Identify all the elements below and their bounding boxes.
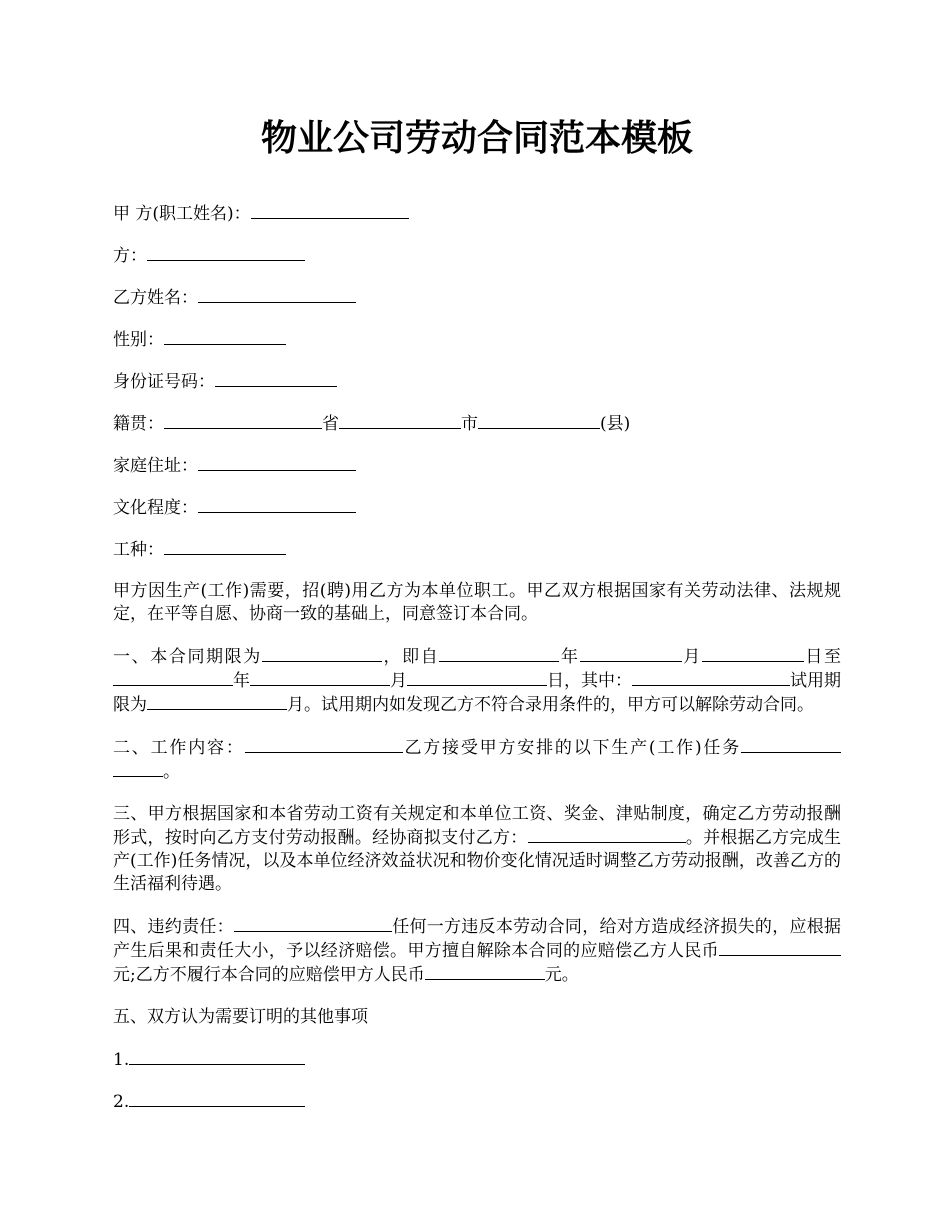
fill-blank[interactable] bbox=[439, 645, 559, 662]
clause-text: 。 bbox=[163, 762, 180, 782]
clause-text: 一、本合同期限为 bbox=[113, 647, 262, 667]
province-label: 省 bbox=[322, 414, 339, 434]
fill-blank[interactable] bbox=[113, 669, 233, 686]
list-item bbox=[113, 1090, 841, 1113]
clause-text: 月 bbox=[390, 671, 407, 691]
fill-blank[interactable] bbox=[198, 454, 356, 471]
fill-blank[interactable] bbox=[632, 669, 790, 686]
field-label: 甲 方(职工姓名)： bbox=[113, 204, 251, 224]
item-number: 2. bbox=[113, 1092, 130, 1112]
clause-text: 任何一方违反本劳动合同，给对方造成经济损失的，应根据产生后果和责任大小，予以经济赔偿。甲方擅自解除本合同的应赔偿乙方人民币 bbox=[113, 917, 842, 961]
clause-text: ，即自 bbox=[381, 647, 440, 667]
clause-text: 元。 bbox=[544, 965, 579, 985]
field-education bbox=[113, 496, 841, 519]
fill-blank[interactable] bbox=[741, 736, 841, 753]
clause-text: 三、甲方根据国家和本省劳动工资有关规定和本单位工资、奖金、津贴制度，确定乙方劳动报酬形式，按时向乙方支付劳动报酬。经协商拟支付乙方： bbox=[113, 804, 841, 848]
fill-blank[interactable] bbox=[425, 963, 545, 980]
clause-text: 年 bbox=[233, 671, 250, 691]
clause-2 bbox=[113, 736, 841, 784]
fill-blank[interactable] bbox=[702, 645, 804, 662]
field-label: 籍贯： bbox=[113, 414, 164, 434]
field-gender bbox=[113, 328, 841, 351]
fill-blank[interactable] bbox=[262, 645, 382, 662]
county-label: (县) bbox=[600, 414, 631, 434]
clause-5: 五、双方认为需要订明的其他事项 bbox=[113, 1007, 368, 1027]
field-label: 家庭住址： bbox=[113, 456, 198, 476]
field-label: 文化程度： bbox=[113, 498, 198, 518]
fill-blank[interactable] bbox=[215, 370, 337, 387]
clause-text: 日至 bbox=[803, 647, 842, 667]
fill-blank[interactable] bbox=[580, 645, 682, 662]
intro-paragraph: 甲方因生产(工作)需要，招(聘)用乙方为本单位职工。甲乙双方根据国家有关劳动法律、法规规定，在平等自愿、协商一致的基础上，同意签订本合同。 bbox=[113, 581, 841, 624]
contract-page bbox=[113, 108, 841, 1132]
fill-blank[interactable] bbox=[164, 328, 286, 345]
fill-blank[interactable] bbox=[164, 412, 322, 429]
fill-blank[interactable] bbox=[198, 496, 356, 513]
fill-blank[interactable] bbox=[164, 538, 286, 555]
fill-blank[interactable] bbox=[478, 412, 600, 429]
clause-text: 年 bbox=[559, 647, 580, 667]
document-title: 物业公司劳动合同范本模板 bbox=[260, 117, 693, 159]
fill-blank[interactable] bbox=[528, 826, 686, 843]
field-party-b-name bbox=[113, 286, 841, 309]
list-item bbox=[113, 1048, 841, 1071]
field-label: 性别： bbox=[113, 330, 164, 350]
fill-blank[interactable] bbox=[407, 669, 547, 686]
fill-blank[interactable] bbox=[147, 244, 305, 261]
fill-blank[interactable] bbox=[234, 915, 392, 932]
clause-1 bbox=[113, 645, 841, 717]
clause-text: 日，其中： bbox=[547, 671, 632, 691]
field-label: 方： bbox=[113, 246, 147, 266]
fill-blank[interactable] bbox=[250, 669, 390, 686]
field-party-a-cont bbox=[113, 244, 841, 267]
fill-blank[interactable] bbox=[719, 939, 739, 956]
item-number: 1. bbox=[113, 1050, 130, 1070]
field-job-type bbox=[113, 538, 841, 561]
fill-blank[interactable] bbox=[129, 1048, 305, 1065]
clause-text: 四、违约责任： bbox=[113, 917, 234, 937]
fill-blank[interactable] bbox=[113, 760, 163, 777]
field-native-place bbox=[113, 412, 841, 435]
field-home-address bbox=[113, 454, 841, 477]
field-label: 工种： bbox=[113, 540, 164, 560]
city-label: 市 bbox=[461, 414, 478, 434]
clause-4 bbox=[113, 915, 841, 987]
clause-text: 二、工作内容： bbox=[113, 738, 245, 758]
field-id-number bbox=[113, 370, 841, 393]
fill-blank[interactable] bbox=[129, 1090, 305, 1107]
fill-blank[interactable] bbox=[739, 939, 841, 956]
clause-text: 试用期限为 bbox=[113, 671, 841, 715]
clause-text: 月 bbox=[681, 647, 702, 667]
clause-text: 。并根据乙方完成生产(工作)任务情况，以及本单位经济效益状况和物价变化情况适时调整乙方劳动报酬，改善乙方的生活福利待遇。 bbox=[113, 828, 842, 894]
fill-blank[interactable] bbox=[198, 286, 356, 303]
field-label: 身份证号码： bbox=[113, 372, 215, 392]
fill-blank[interactable] bbox=[251, 202, 409, 219]
clause-text: 元;乙方不履行本合同的应赔偿甲方人民币 bbox=[113, 965, 425, 985]
field-party-a bbox=[113, 202, 841, 225]
fill-blank[interactable] bbox=[339, 412, 461, 429]
fill-blank[interactable] bbox=[245, 736, 403, 753]
clause-text: 月。试用期内如发现乙方不符合录用条件的，甲方可以解除劳动合同。 bbox=[287, 695, 814, 715]
clause-text: 乙方接受甲方安排的以下生产(工作)任务 bbox=[402, 738, 742, 758]
field-label: 乙方姓名： bbox=[113, 288, 198, 308]
fill-blank[interactable] bbox=[147, 693, 287, 710]
clause-3 bbox=[113, 803, 841, 896]
